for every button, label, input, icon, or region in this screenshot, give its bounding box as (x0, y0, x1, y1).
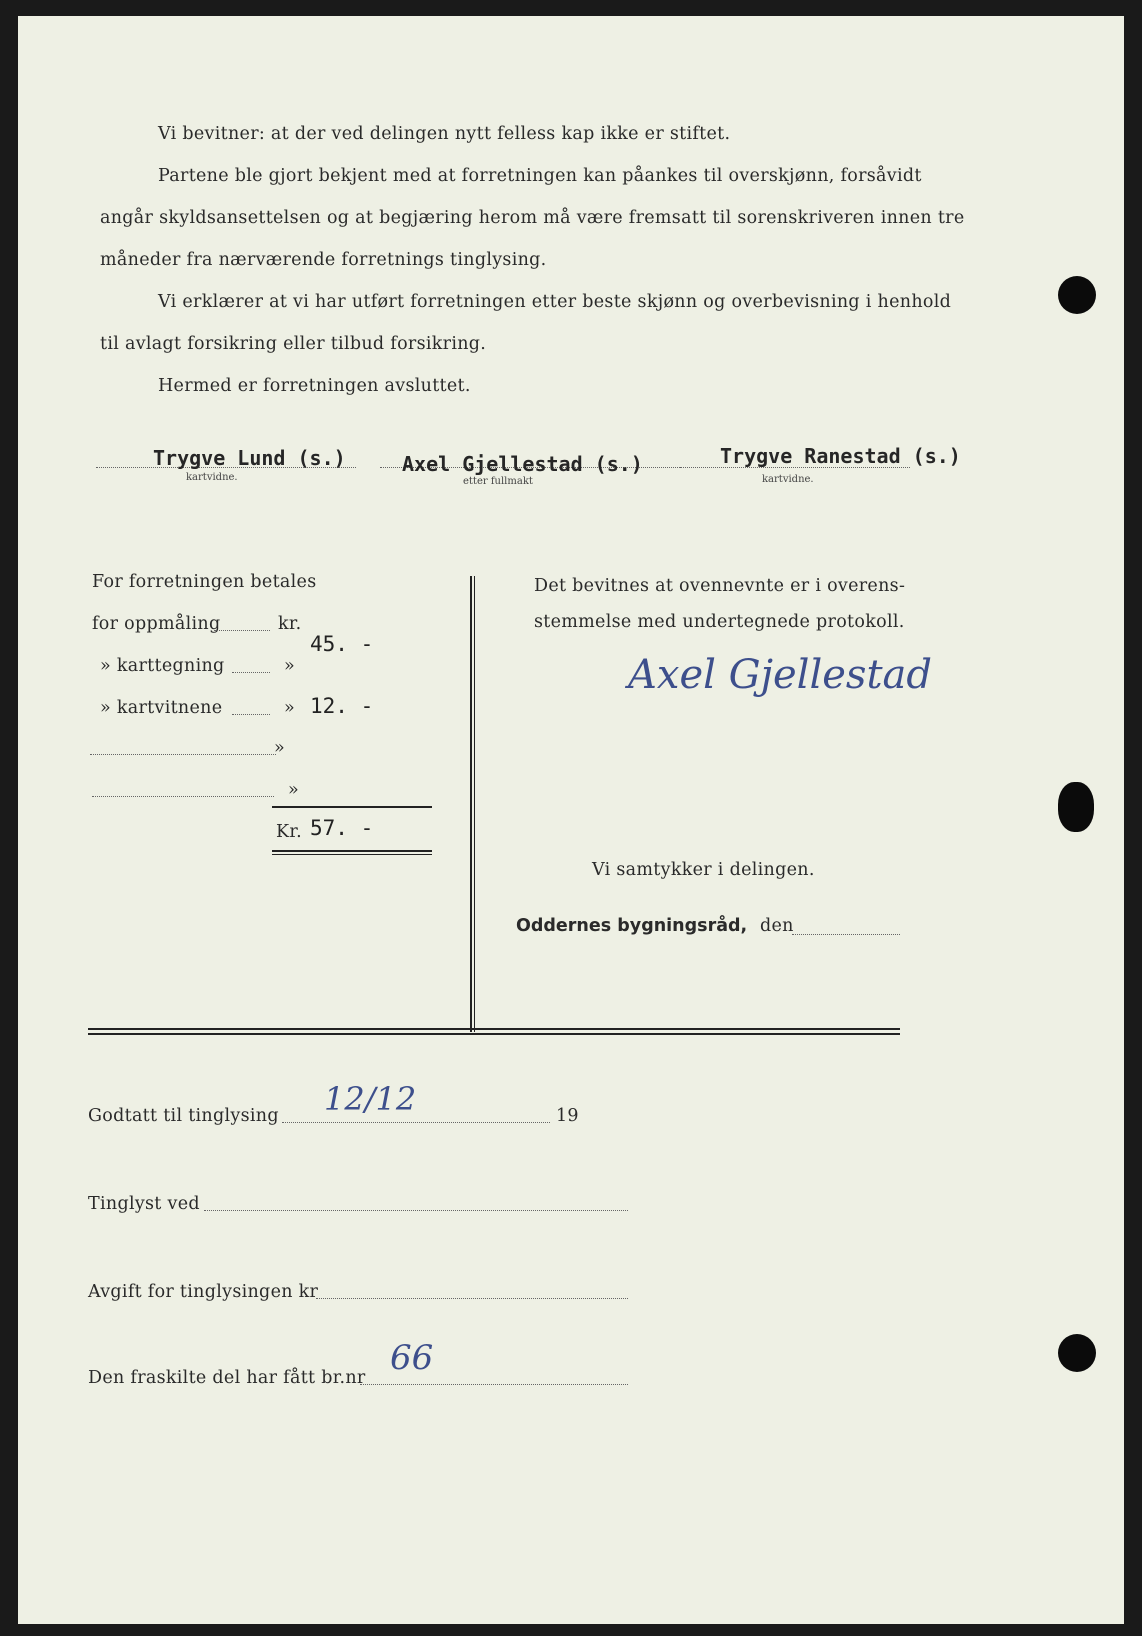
signature-role-2: etter fullmakt (463, 476, 533, 487)
section-rule-2 (88, 1033, 900, 1035)
certification-line-2: stemmelse med undertegnede protokoll. (534, 612, 905, 632)
fee-oppmaling-label: for oppmåling (92, 614, 221, 634)
brnr-value: 66 (390, 1338, 434, 1378)
column-divider-inner (474, 576, 475, 1032)
consent-council: Oddernes bygningsråd, (516, 916, 748, 936)
godtatt-date: 12/12 (324, 1080, 417, 1118)
fees-total-label: Kr. (276, 822, 302, 842)
fee-kartvitnene-unit: » (284, 698, 296, 718)
intro-paragraph-3-line-2: til avlagt forsikring eller tilbud forsikring. (100, 334, 487, 354)
fee-kartvitnene-value: 12. - (310, 694, 374, 718)
fee-karttegning-label: » karttegning (100, 656, 225, 676)
fee-oppmaling-unit: kr. (278, 614, 302, 634)
signature-name-2: Axel Gjellestad (s.) (402, 452, 643, 476)
fee-oppmaling-dots (214, 630, 270, 631)
signature-name-3: Trygve Ranestad (s.) (720, 444, 961, 468)
intro-paragraph-3-line-1: Vi erklærer at vi har utført forretningen etter beste skjønn og overbevisning i henhold (158, 292, 952, 312)
avgift-line (316, 1298, 628, 1299)
godtatt-line (282, 1122, 550, 1123)
brnr-line (360, 1384, 628, 1385)
fees-heading: For forretningen betales (92, 572, 317, 592)
fee-blank-unit-2: » (288, 780, 300, 800)
signature-role-3: kartvidne. (762, 474, 814, 485)
fee-karttegning-unit: » (284, 656, 296, 676)
intro-paragraph-2-line-1: Partene ble gjort bekjent med at forretningen kan påankes til overskjønn, forsåvidt (158, 166, 922, 186)
godtatt-label: Godtatt til tinglysing (88, 1106, 279, 1126)
godtatt-year: 19 (556, 1106, 579, 1126)
fees-total-rule-bottom-2 (272, 854, 432, 855)
certification-line-1: Det bevitnes at ovennevnte er i overens- (534, 576, 906, 596)
fee-kartvitnene-dots (232, 714, 270, 715)
fees-total-value: 57. - (310, 816, 374, 840)
brnr-label: Den fraskilte del har fått br.nr (88, 1368, 366, 1388)
tinglyst-line (204, 1210, 628, 1211)
punch-hole-middle (1058, 782, 1094, 832)
fee-blank-line-1 (90, 754, 276, 755)
consent-den: den (760, 916, 794, 936)
intro-paragraph-1: Vi bevitner: at der ved delingen nytt felless kap ikke er stiftet. (158, 124, 731, 144)
fee-blank-line-2 (92, 796, 274, 797)
intro-paragraph-2-line-2: angår skyldsansettelsen og at begjæring herom må være fremsatt til sorenskriveren innen tre (100, 208, 965, 228)
column-divider (470, 576, 472, 1032)
intro-paragraph-2-line-3: måneder fra nærværende forretnings tinglysing. (100, 250, 547, 270)
signature-name-1: Trygve Lund (s.) (153, 446, 346, 470)
tinglyst-label: Tinglyst ved (88, 1194, 200, 1214)
fee-oppmaling-value: 45. - (310, 632, 374, 656)
fees-total-rule-top (272, 806, 432, 808)
fee-kartvitnene-label: » kartvitnene (100, 698, 223, 718)
signature-role-1: kartvidne. (186, 472, 238, 483)
certification-signature: Axel Gjellestad (628, 652, 932, 698)
consent-text: Vi samtykker i delingen. (592, 860, 815, 880)
punch-hole-bottom (1058, 1334, 1096, 1372)
punch-hole-top (1058, 276, 1096, 314)
avgift-label: Avgift for tinglysingen kr (88, 1282, 319, 1302)
fees-total-rule-bottom-1 (272, 850, 432, 852)
intro-paragraph-4: Hermed er forretningen avsluttet. (158, 376, 471, 396)
document-page (18, 16, 1124, 1624)
consent-date-line (792, 934, 900, 935)
fee-karttegning-dots (232, 672, 270, 673)
section-rule-1 (88, 1028, 900, 1030)
fee-blank-unit-1: » (274, 738, 286, 758)
